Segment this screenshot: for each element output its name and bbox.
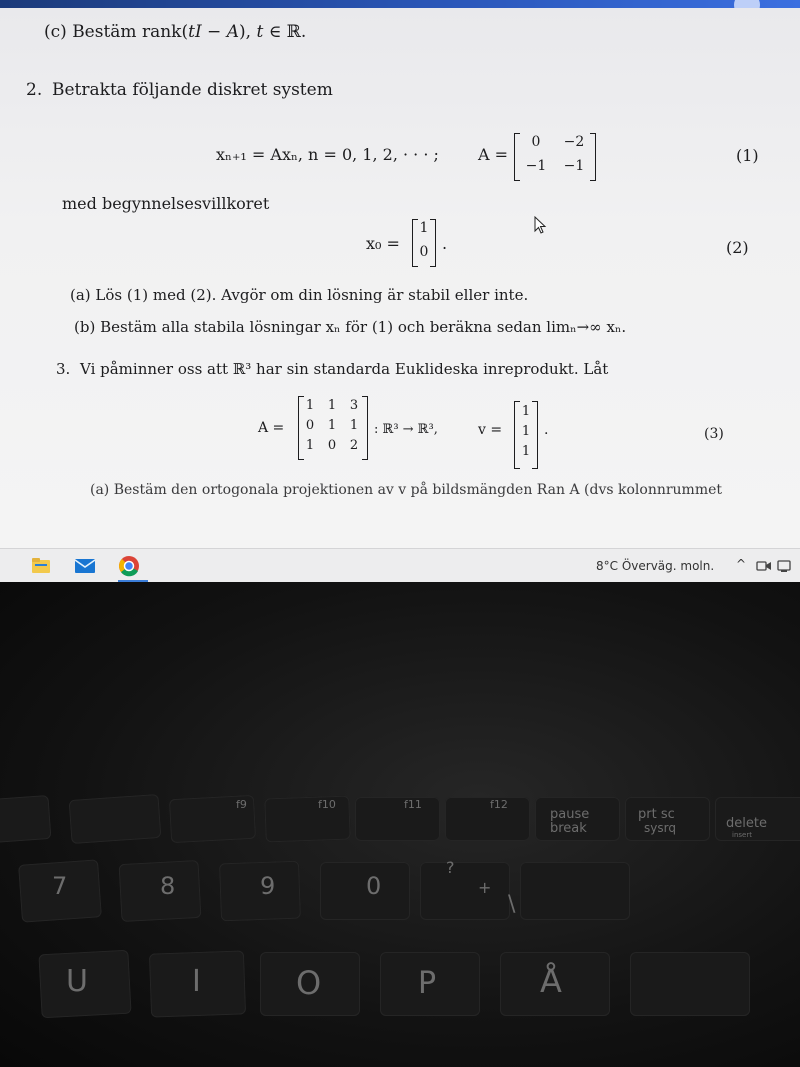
vector-x0-right-bracket: [430, 219, 436, 267]
problem-3-intro: Vi påminner oss att ℝ³ har sin standarda Euklideska inreprodukt. Låt: [80, 360, 609, 378]
keyboard-key: [355, 797, 440, 841]
v-lhs: v =: [478, 422, 503, 438]
problem-2a: (a) Lös (1) med (2). Avgör om din lösning är stabil eller inte.: [70, 286, 529, 304]
keyboard-key: [445, 797, 530, 841]
key-label-backslash: \: [508, 892, 516, 917]
A3-cell: 2: [349, 438, 359, 453]
problem-3-number: 3.: [56, 360, 71, 378]
document-page: [0, 8, 800, 548]
A3-cell: 1: [305, 398, 315, 413]
v-cell: 1: [521, 444, 531, 459]
v-dot: .: [544, 422, 549, 438]
v-cell: 1: [521, 404, 531, 419]
key-label-break: break: [550, 821, 587, 836]
chrome-icon[interactable]: [118, 555, 140, 577]
key-label-f12: f12: [490, 798, 508, 811]
matrix-A2-right-bracket: [590, 133, 596, 181]
p1c-rest: ),: [239, 22, 257, 42]
A3-cell: 0: [305, 418, 315, 433]
x0-cell: 1: [419, 220, 429, 236]
eq1-tag: (1): [736, 146, 759, 165]
p1c-t: t: [256, 22, 264, 42]
meet-now-icon[interactable]: [756, 558, 772, 574]
keyboard-key: [420, 862, 510, 920]
key-label-9: 9: [260, 872, 276, 900]
key-label-prtsc: prt sc: [638, 807, 675, 822]
A3-cell: 1: [305, 438, 315, 453]
eq3-tag: (3): [704, 426, 724, 442]
key-label-insert: insert: [732, 831, 752, 839]
file-explorer-icon[interactable]: [30, 555, 52, 577]
p1c-label: (c) Bestäm rank(: [44, 22, 189, 42]
A3-cell: 1: [349, 418, 359, 433]
x0-cell: 0: [419, 244, 429, 260]
A2-cell: −1: [563, 158, 585, 174]
p1c-math: tI − A: [188, 22, 239, 42]
key-label-o: O: [296, 964, 322, 1002]
key-label-p: P: [418, 966, 437, 1001]
A2-cell: −2: [563, 134, 585, 150]
keyboard-key: [0, 795, 51, 843]
A2-cell: 0: [531, 134, 541, 150]
key-label-0: 0: [366, 872, 382, 900]
A3-lhs: A =: [258, 420, 285, 436]
mail-icon[interactable]: [74, 555, 96, 577]
network-icon[interactable]: [776, 558, 792, 574]
p1c-in: ∈ ℝ.: [263, 22, 307, 42]
A3-cell: 1: [327, 398, 337, 413]
A3-cell: 1: [327, 418, 337, 433]
keyboard-key: [320, 862, 410, 920]
problem-3a: (a) Bestäm den ortogonala projektionen av v på bildsmängden Ran A (dvs kolonnrummet: [90, 482, 723, 498]
A3-cell: 0: [327, 438, 337, 453]
keyboard-key: [520, 862, 630, 920]
eq2-tag: (2): [726, 238, 749, 257]
problem-2-intro: Betrakta följande diskret system: [52, 80, 333, 100]
chevron-up-icon[interactable]: ^: [736, 557, 747, 571]
key-label-pause: pause: [550, 807, 590, 822]
A2-cell: −1: [525, 158, 547, 174]
eq1-lhs: xₙ₊₁ = Axₙ, n = 0, 1, 2, · · · ;: [216, 145, 439, 164]
vector-v-right-bracket: [532, 401, 538, 469]
problem-1c: [44, 22, 306, 42]
keyboard-key: [630, 952, 750, 1016]
eq1-A-label: A =: [478, 145, 509, 164]
mouse-cursor-icon: [534, 216, 548, 236]
key-label-question: ?: [446, 858, 455, 877]
eq2-lhs: x₀ =: [366, 234, 400, 253]
key-label-plus: +: [478, 878, 492, 897]
condition-text: med begynnelsesvillkoret: [62, 194, 270, 213]
eq2-dot: .: [442, 234, 448, 253]
key-label-u: U: [66, 964, 88, 999]
key-label-delete: delete: [726, 816, 767, 831]
laptop-keyboard: [0, 582, 800, 1067]
key-label-i: I: [192, 964, 201, 999]
key-label-f11: f11: [404, 798, 422, 811]
keyboard-key: [264, 796, 350, 843]
weather-text[interactable]: 8°C Överväg. moln.: [596, 559, 715, 573]
matrix-A2-left-bracket: [514, 133, 520, 181]
problem-2-number: 2.: [26, 80, 43, 100]
v-cell: 1: [521, 424, 531, 439]
key-label-f10: f10: [318, 798, 336, 811]
matrix-A3-right-bracket: [362, 396, 368, 460]
key-label-a-ring: Å: [540, 962, 562, 1000]
key-label-8: 8: [160, 872, 176, 900]
key-label-sysrq: sysrq: [644, 821, 676, 835]
A3-map: : ℝ³ → ℝ³,: [374, 422, 438, 437]
taskbar: [0, 548, 800, 583]
keyboard-key: [69, 794, 162, 844]
key-label-f9: f9: [236, 798, 247, 811]
problem-2b: (b) Bestäm alla stabila lösningar xₙ för (1) och beräkna sedan limₙ→∞ xₙ.: [74, 318, 627, 336]
key-label-7: 7: [52, 872, 68, 900]
A3-cell: 3: [349, 398, 359, 413]
